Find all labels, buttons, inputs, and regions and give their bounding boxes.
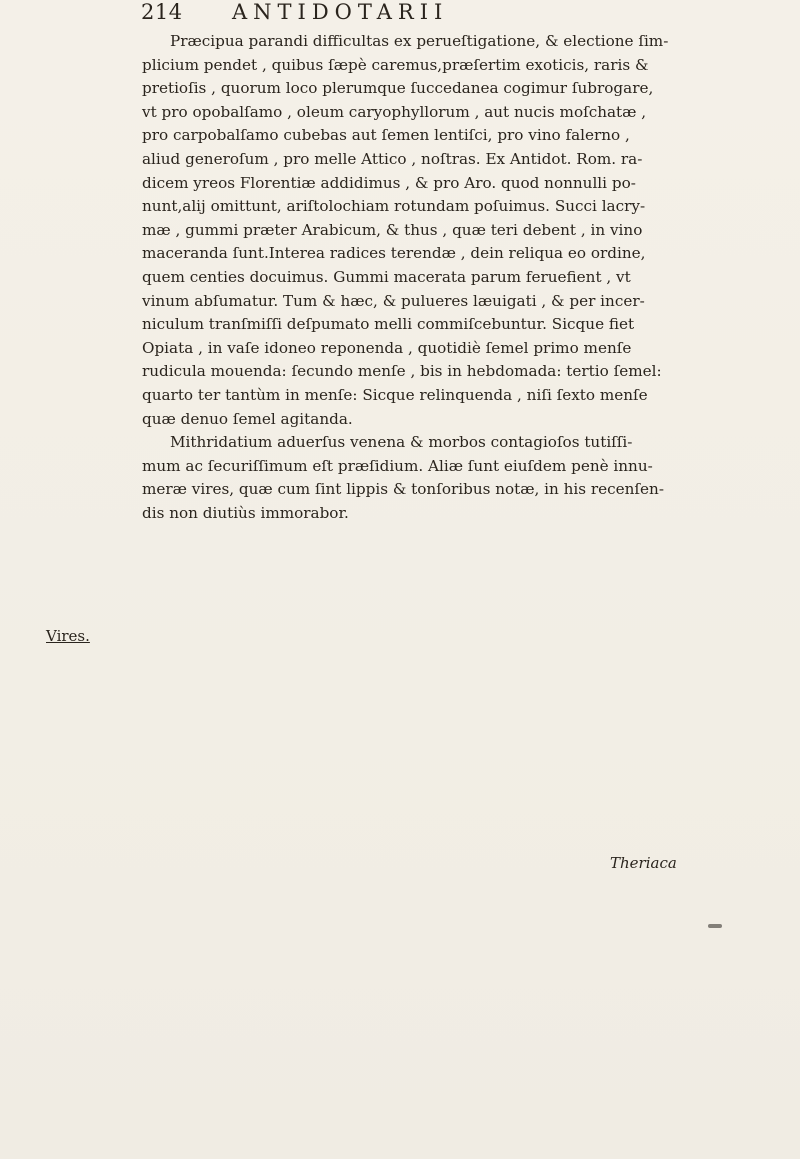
running-head: ANTIDOTARII <box>232 0 449 24</box>
catchword: Theriaca <box>610 854 677 872</box>
text-line: dicem yreos Florentiæ addidimus , & pro Aro. quod nonnulli po- <box>142 173 636 192</box>
text-line: pro carpobalſamo cubebas aut ſemen lentiſci, pro vino falerno , <box>142 126 630 145</box>
text-line: quæ denuo ſemel agitanda. <box>142 409 353 428</box>
text-line: Præcipua parandi difficultas ex perueſtigatione, & electione ſim- <box>170 32 669 50</box>
text-line: quem centies docuimus. Gummi macerata parum feruefient , vt <box>142 267 631 286</box>
text-line: Mithridatium aduerſus venena & morbos contagioſos tutiſſi- <box>170 433 633 452</box>
ink-blot <box>708 924 722 928</box>
text-line: mæ , gummi præter Arabicum, & thus , quæ teri debent , in vino <box>142 220 643 239</box>
text-line: pretioſis , quorum loco plerumque ſuccedanea cogimur ſubrogare, <box>142 79 654 98</box>
text-line: nunt,alij omittunt, ariſtolochiam rotundam poſuimus. Succi lacry- <box>142 197 646 216</box>
text-line: aliud generoſum , pro melle Attico , noſtras. Ex Antidot. Rom. ra- <box>142 149 643 168</box>
text-line: mum ac ſecuriſſimum eſt præſidium. Aliæ ſunt eiuſdem penè innu- <box>142 456 653 475</box>
text-line: meræ vires, quæ cum ſint lippis & tonſoribus notæ, in his recenſen- <box>142 480 664 499</box>
text-line: Opiata , in vaſe idoneo reponenda , quotidiè ſemel primo menſe <box>142 338 632 357</box>
margin-note: Vires. <box>46 627 90 645</box>
text-line: plicium pendet , quibus ſæpè caremus,præſertim exoticis, raris & <box>142 55 649 74</box>
body-text <box>142 30 669 525</box>
text-line: vinum abſumatur. Tum & hæc, & pulueres læuigati , & per incer- <box>142 291 645 310</box>
text-line: maceranda ſunt.Interea radices terendæ , dein reliqua eo ordine, <box>142 244 646 263</box>
page-number: 214 <box>141 0 183 24</box>
text-line: vt pro opobalſamo , oleum caryophyllorum , aut nucis moſchatæ , <box>142 102 647 121</box>
text-line: dis non diutiùs immorabor. <box>142 503 349 522</box>
text-line: rudicula mouenda: ſecundo menſe , bis in hebdomada: tertio ſemel: <box>142 362 662 381</box>
text-line: niculum tranſmiſſi deſpumato melli commiſcebuntur. Sicque fiet <box>142 315 635 334</box>
text-line: quarto ter tantùm in menſe: Sicque relinquenda , niſi ſexto menſe <box>142 385 648 404</box>
